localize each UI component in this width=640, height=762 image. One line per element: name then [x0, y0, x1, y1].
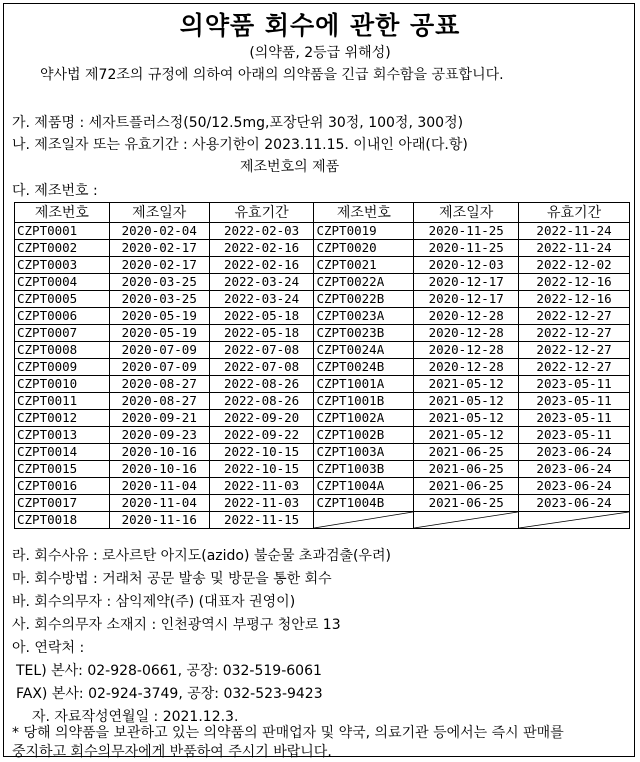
lot-number-label: 다. 제조번호 : — [12, 183, 98, 199]
lot-number-cell: CZPT0023A — [314, 308, 414, 325]
mfg-date-cell: 2021-06-25 — [414, 478, 519, 495]
expiry-date-cell: 2022-11-15 — [209, 512, 314, 529]
lot-number-cell: CZPT0015 — [15, 461, 110, 478]
table-row — [15, 342, 630, 359]
mfg-date-cell: 2020-08-27 — [109, 393, 209, 410]
lot-number-cell: CZPT0019 — [314, 223, 414, 240]
mfg-date-cell: 2020-12-28 — [414, 308, 519, 325]
table-row — [15, 495, 630, 512]
header-lot-2: 제조번호 — [314, 203, 414, 223]
expiry-date-cell: 2022-10-15 — [209, 444, 314, 461]
lot-number-cell: CZPT0013 — [15, 427, 110, 444]
expiry-date-cell: 2022-03-24 — [209, 274, 314, 291]
mfg-date-cell: 2020-10-16 — [109, 461, 209, 478]
mfg-date-cell: 2020-09-21 — [109, 410, 209, 427]
header-expiry-2: 유효기간 — [519, 203, 630, 223]
mfg-date-cell: 2020-12-28 — [414, 359, 519, 376]
mfg-date-cell: 2020-03-25 — [109, 274, 209, 291]
recall-reason: 라. 회수사유 : 로사르탄 아지도(azido) 불순물 초과검출(우려) — [12, 548, 391, 564]
table-row — [15, 359, 630, 376]
lot-number-cell: CZPT1001B — [314, 393, 414, 410]
lot-number-cell: CZPT1002B — [314, 427, 414, 444]
table-row — [15, 478, 630, 495]
mfg-date-cell: 2021-06-25 — [414, 495, 519, 512]
expiry-date-cell: 2022-12-27 — [519, 342, 630, 359]
expiry-date-cell: 2022-09-22 — [209, 427, 314, 444]
document-date: 자. 자료작성연월일 : 2021.12.3. — [32, 709, 239, 725]
table-row — [15, 461, 630, 478]
lot-number-cell: CZPT0006 — [15, 308, 110, 325]
mfg-date-cell: 2021-05-12 — [414, 427, 519, 444]
mfg-date-cell: 2020-12-28 — [414, 342, 519, 359]
table-row — [15, 257, 630, 274]
table-row — [15, 512, 630, 529]
expiry-date-cell: 2022-11-24 — [519, 223, 630, 240]
empty-cell — [314, 512, 414, 529]
mfg-date-cell: 2020-12-17 — [414, 274, 519, 291]
mfg-date-cell: 2021-06-25 — [414, 444, 519, 461]
expiry-date-cell: 2022-11-03 — [209, 478, 314, 495]
expiry-date-cell: 2022-12-16 — [519, 291, 630, 308]
lot-number-cell: CZPT0012 — [15, 410, 110, 427]
mfg-date-cell: 2021-05-12 — [414, 376, 519, 393]
lot-number-cell: CZPT0011 — [15, 393, 110, 410]
expiry-date-cell: 2023-05-11 — [519, 427, 630, 444]
table-row — [15, 274, 630, 291]
mfg-date-cell: 2020-07-09 — [109, 359, 209, 376]
mfg-date-cell: 2020-02-17 — [109, 240, 209, 257]
header-expiry-1: 유효기간 — [209, 203, 314, 223]
mfg-date-cell: 2020-10-16 — [109, 444, 209, 461]
table-row — [15, 308, 630, 325]
lot-number-cell: CZPT0009 — [15, 359, 110, 376]
mfg-date-cell: 2020-12-17 — [414, 291, 519, 308]
mfg-date-cell: 2020-11-16 — [109, 512, 209, 529]
expiry-date-cell: 2022-05-18 — [209, 308, 314, 325]
mfg-date-cell: 2020-12-28 — [414, 325, 519, 342]
product-name: 가. 제품명 : 세자트플러스정(50/12.5mg,포장단위 30정, 100정, 300정) — [12, 115, 464, 131]
mfg-date-cell: 2021-05-12 — [414, 410, 519, 427]
mfg-date-cell: 2020-02-17 — [109, 257, 209, 274]
table-row — [15, 427, 630, 444]
lot-number-cell: CZPT1003A — [314, 444, 414, 461]
table-row — [15, 393, 630, 410]
lot-number-cell: CZPT0022A — [314, 274, 414, 291]
lot-number-cell: CZPT0020 — [314, 240, 414, 257]
expiry-date-cell: 2022-02-16 — [209, 240, 314, 257]
lot-number-cell: CZPT0003 — [15, 257, 110, 274]
company-address: 사. 회수의무자 소재지 : 인천광역시 부평구 청안로 13 — [12, 617, 341, 633]
lot-number-cell: CZPT0014 — [15, 444, 110, 461]
expiry-date-cell: 2022-03-24 — [209, 291, 314, 308]
mfg-date-cell: 2020-09-23 — [109, 427, 209, 444]
footnote-line-1: * 당해 의약품을 보관하고 있는 의약품의 판매업자 및 약국, 의료기관 등에서는 즉시 판매를 — [12, 725, 564, 741]
table-row — [15, 410, 630, 427]
footnote-line-2: 중지하고 회수의무자에게 반품하여 주시기 바랍니다. — [12, 744, 332, 760]
expiry-condition-cont: 제조번호의 제품 — [240, 159, 340, 175]
mfg-date-cell: 2020-11-04 — [109, 495, 209, 512]
expiry-date-cell: 2023-05-11 — [519, 393, 630, 410]
table-row — [15, 376, 630, 393]
footnote — [12, 724, 632, 762]
expiry-date-cell: 2023-06-24 — [519, 495, 630, 512]
contact-label: 아. 연락처 : — [12, 640, 85, 656]
mfg-date-cell: 2020-02-04 — [109, 223, 209, 240]
expiry-date-cell: 2022-02-16 — [209, 257, 314, 274]
expiry-date-cell: 2022-12-27 — [519, 308, 630, 325]
lot-number-cell: CZPT0016 — [15, 478, 110, 495]
header-lot-1: 제조번호 — [15, 203, 110, 223]
expiry-date-cell: 2022-09-20 — [209, 410, 314, 427]
empty-cell — [519, 512, 630, 529]
lot-number-cell: CZPT1004A — [314, 478, 414, 495]
expiry-date-cell: 2022-11-03 — [209, 495, 314, 512]
mfg-date-cell: 2020-03-25 — [109, 291, 209, 308]
recall-method: 마. 회수방법 : 거래처 공문 발송 및 방문을 통한 회수 — [12, 571, 332, 587]
mfg-date-cell: 2021-05-12 — [414, 393, 519, 410]
recall-company: 바. 회수의무자 : 삼익제약(주) (대표자 권영이) — [12, 594, 296, 610]
expiry-date-cell: 2022-11-24 — [519, 240, 630, 257]
expiry-date-cell: 2023-05-11 — [519, 376, 630, 393]
lot-number-cell: CZPT0007 — [15, 325, 110, 342]
lot-number-cell: CZPT0022B — [314, 291, 414, 308]
tel-numbers: TEL) 본사: 02-928-0661, 공장: 032-519-6061 — [16, 663, 322, 679]
expiry-date-cell: 2023-06-24 — [519, 461, 630, 478]
expiry-condition: 나. 제조일자 또는 유효기간 : 사용기한이 2023.11.15. 이내인 아래(다.항) — [12, 137, 468, 153]
lot-table — [14, 202, 630, 529]
lot-number-cell: CZPT0008 — [15, 342, 110, 359]
expiry-date-cell: 2022-12-27 — [519, 325, 630, 342]
lot-number-cell: CZPT1002A — [314, 410, 414, 427]
risk-grade: (의약품, 2등급 위해성) — [249, 45, 391, 61]
expiry-date-cell: 2022-10-15 — [209, 461, 314, 478]
mfg-date-cell: 2020-11-25 — [414, 240, 519, 257]
mfg-date-cell: 2020-05-19 — [109, 308, 209, 325]
lot-number-cell: CZPT0023B — [314, 325, 414, 342]
lot-number-cell: CZPT0002 — [15, 240, 110, 257]
expiry-date-cell: 2022-08-26 — [209, 393, 314, 410]
mfg-date-cell: 2020-08-27 — [109, 376, 209, 393]
fax-numbers: FAX) 본사: 02-924-3749, 공장: 032-523-9423 — [16, 686, 323, 702]
expiry-date-cell: 2023-06-24 — [519, 478, 630, 495]
empty-cell — [414, 512, 519, 529]
notice-title: 의약품 회수에 관한 공표 — [179, 11, 461, 40]
table-row — [15, 444, 630, 461]
lot-number-cell: CZPT0017 — [15, 495, 110, 512]
lot-number-cell: CZPT0001 — [15, 223, 110, 240]
mfg-date-cell: 2021-06-25 — [414, 461, 519, 478]
expiry-date-cell: 2022-07-08 — [209, 359, 314, 376]
header-mfg-date-2: 제조일자 — [414, 203, 519, 223]
recall-notice — [3, 3, 635, 760]
intro-text: 약사법 제72조의 규정에 의하여 아래의 의약품을 긴급 회수함을 공표합니다. — [40, 67, 504, 83]
lot-number-cell: CZPT0018 — [15, 512, 110, 529]
lot-number-cell: CZPT0024B — [314, 359, 414, 376]
table-header-row — [15, 203, 630, 223]
lot-number-cell: CZPT0004 — [15, 274, 110, 291]
expiry-date-cell: 2022-12-27 — [519, 359, 630, 376]
header-mfg-date-1: 제조일자 — [109, 203, 209, 223]
expiry-date-cell: 2023-06-24 — [519, 444, 630, 461]
expiry-date-cell: 2022-12-16 — [519, 274, 630, 291]
expiry-date-cell: 2022-07-08 — [209, 342, 314, 359]
lot-number-cell: CZPT1001A — [314, 376, 414, 393]
mfg-date-cell: 2020-11-25 — [414, 223, 519, 240]
expiry-date-cell: 2022-05-18 — [209, 325, 314, 342]
table-row — [15, 223, 630, 240]
lot-number-cell: CZPT0021 — [314, 257, 414, 274]
lot-number-cell: CZPT1003B — [314, 461, 414, 478]
lot-number-cell: CZPT1004B — [314, 495, 414, 512]
mfg-date-cell: 2020-05-19 — [109, 325, 209, 342]
expiry-date-cell: 2022-12-02 — [519, 257, 630, 274]
mfg-date-cell: 2020-11-04 — [109, 478, 209, 495]
lot-number-cell: CZPT0010 — [15, 376, 110, 393]
mfg-date-cell: 2020-12-03 — [414, 257, 519, 274]
expiry-date-cell: 2022-08-26 — [209, 376, 314, 393]
lot-number-cell: CZPT0005 — [15, 291, 110, 308]
table-row — [15, 325, 630, 342]
expiry-date-cell: 2022-02-03 — [209, 223, 314, 240]
lot-number-cell: CZPT0024A — [314, 342, 414, 359]
table-row — [15, 240, 630, 257]
table-row — [15, 291, 630, 308]
expiry-date-cell: 2023-05-11 — [519, 410, 630, 427]
mfg-date-cell: 2020-07-09 — [109, 342, 209, 359]
